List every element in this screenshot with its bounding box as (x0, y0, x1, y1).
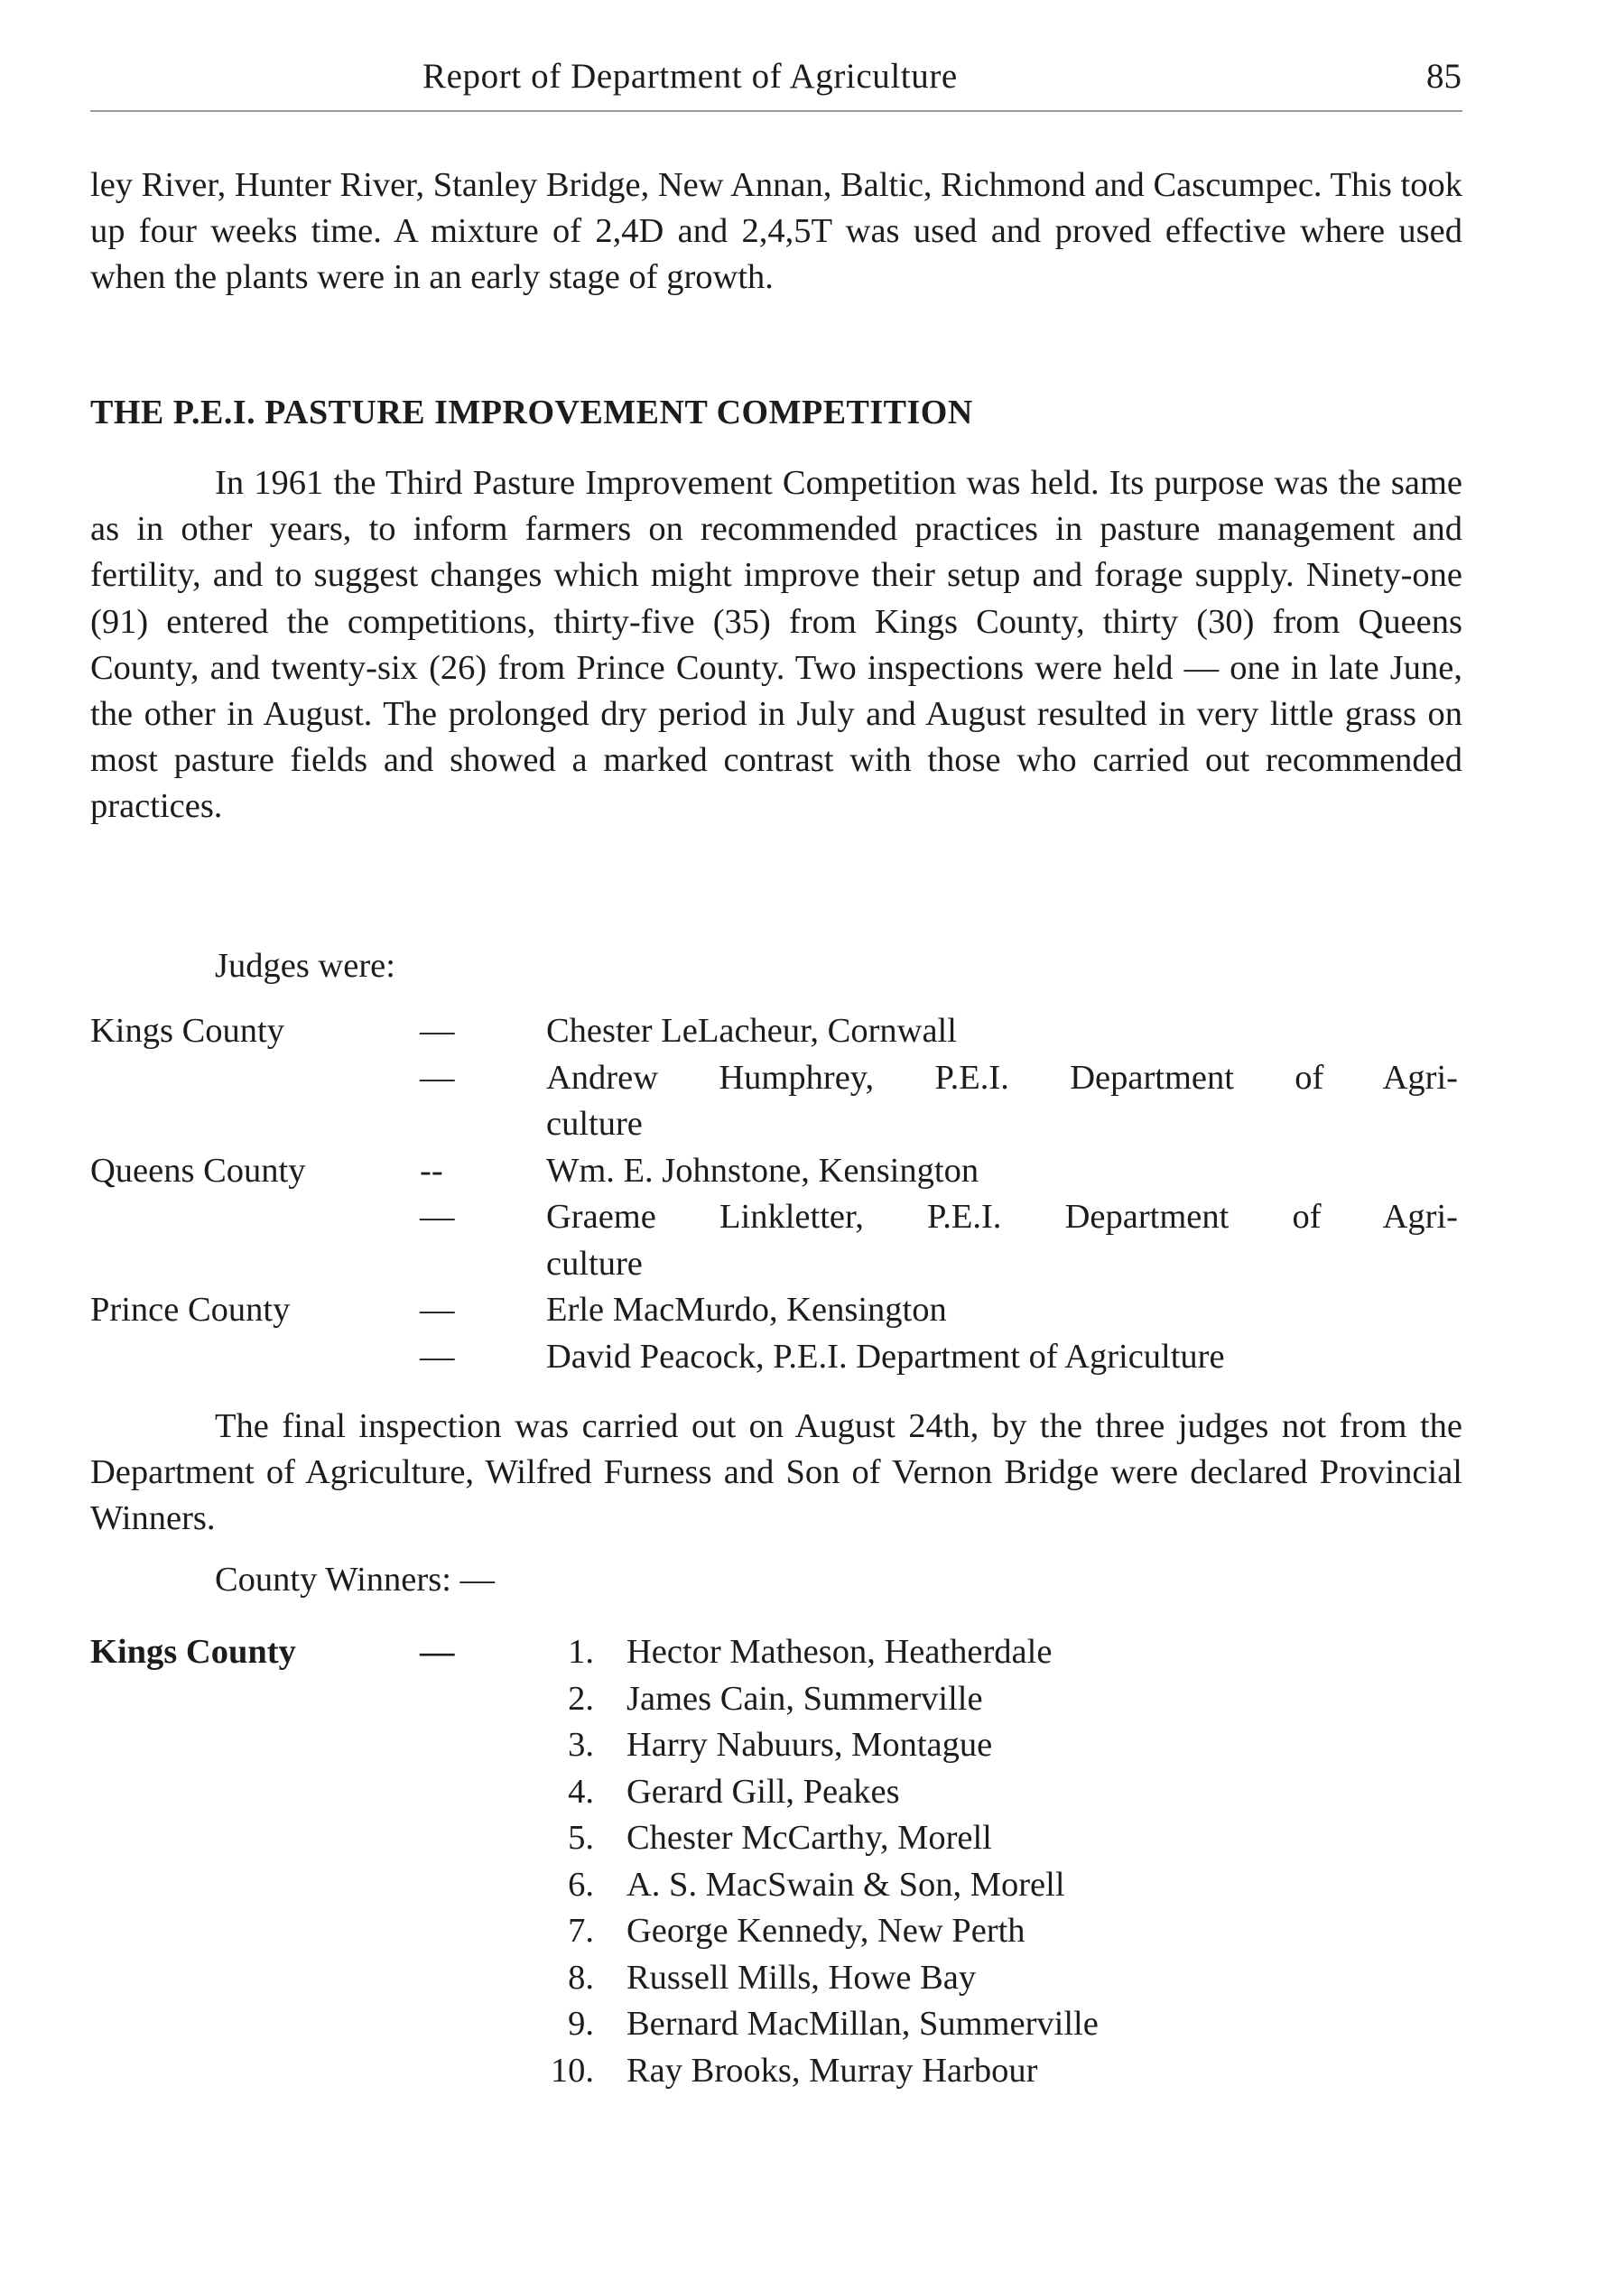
winner-name: George Kennedy, New Perth (626, 1912, 1025, 1950)
winners-county: Kings County (90, 1633, 296, 1671)
running-header (0, 56, 1624, 107)
winner-number: 6. (568, 1865, 594, 1904)
judge-row (90, 1337, 1462, 1384)
running-title: Report of Department of Agriculture (422, 57, 958, 96)
winners-intro: County Winners: — (215, 1561, 496, 1599)
judge-name-continued: culture (546, 1244, 643, 1283)
judge-dash: — (420, 1198, 455, 1236)
judge-name: Chester LeLacheur, Cornwall (546, 1012, 957, 1050)
judge-dash: — (420, 1337, 455, 1376)
paragraph-continued: ley River, Hunter River, Stanley Bridge, New Annan, Baltic, Richmond and Cascumpec. This took up four weeks time. A mixture of 2,4D and 2,4,5T was used and proved effective where used when the plants were in an early stage of growth. (90, 166, 1462, 297)
winner-name: A. S. MacSwain & Son, Morell (626, 1865, 1065, 1904)
header-rule (90, 110, 1462, 112)
winner-number: 9. (568, 2005, 594, 2043)
winner-number: 3. (568, 1726, 594, 1764)
judge-name: Erle MacMurdo, Kensington (546, 1291, 947, 1329)
judge-name-continued: culture (546, 1105, 643, 1143)
judge-dash: — (420, 1291, 455, 1329)
judge-dash: — (420, 1012, 455, 1050)
judge-row (90, 1290, 1462, 1337)
judge-row-continued (90, 1244, 1462, 1291)
winner-name: Russell Mills, Howe Bay (626, 1958, 977, 1997)
winner-number: 8. (568, 1958, 594, 1997)
winner-number: 2. (568, 1679, 594, 1718)
judge-dash: -- (420, 1151, 443, 1190)
judge-county: Prince County (90, 1291, 291, 1329)
winner-name: James Cain, Summerville (626, 1679, 983, 1718)
winner-number: 1. (568, 1633, 594, 1671)
winners-dash: — (420, 1633, 455, 1671)
judge-dash: — (420, 1058, 455, 1097)
judge-row (90, 1197, 1462, 1244)
judge-row-continued (90, 1104, 1462, 1151)
winner-name: Hector Matheson, Heatherdale (626, 1633, 1053, 1671)
judge-name: Wm. E. Johnstone, Kensington (546, 1151, 979, 1190)
paragraph-competition: In 1961 the Third Pasture Improvement Competition was held. Its purpose was the same as in other years, to inform farmers on recommended practices in pasture management and fertility, and to suggest changes which might improve their setup and forage supply. Ninety-one (91) entered the competitions, thirty-five (35) from Kings County, thirty (30) from Queens County, and twenty-six (26) from Prince County. Two inspections were held — one in late June, the other in August. The prolonged dry period in July and August resulted in very little grass on most pasture fields and showed a marked contrast with those who carried out recommended practices. (90, 464, 1462, 826)
winner-name: Gerard Gill, Peakes (626, 1772, 900, 1811)
judge-row (90, 1151, 1462, 1198)
judge-county: Queens County (90, 1151, 306, 1190)
winner-name: Harry Nabuurs, Montague (626, 1726, 993, 1764)
section-heading: THE P.E.I. PASTURE IMPROVEMENT COMPETITION (90, 394, 973, 431)
judges-list (90, 1011, 1462, 1383)
judge-name: Andrew Humphrey, P.E.I. Department of Agri- (546, 1058, 1458, 1097)
winner-name: Bernard MacMillan, Summerville (626, 2005, 1099, 2043)
page-number: 85 (1426, 57, 1462, 96)
winner-number: 5. (568, 1819, 594, 1857)
winner-number: 10. (550, 2051, 594, 2090)
judge-county: Kings County (90, 1012, 284, 1050)
judge-name: David Peacock, P.E.I. Department of Agriculture (546, 1337, 1225, 1376)
judges-intro: Judges were: (215, 947, 395, 985)
winner-number: 7. (568, 1912, 594, 1950)
judge-name: Graeme Linkletter, P.E.I. Department of Agri- (546, 1198, 1458, 1236)
winner-name: Chester McCarthy, Morell (626, 1819, 992, 1857)
judge-row (90, 1011, 1462, 1058)
judge-row (90, 1058, 1462, 1105)
paragraph-final-inspection: The final inspection was carried out on August 24th, by the three judges not from the Department of Agriculture, Wilfred Furness and Son of Vernon Bridge were declared Provincial Winners. (90, 1407, 1462, 1538)
winner-number: 4. (568, 1772, 594, 1811)
winner-name: Ray Brooks, Murray Harbour (626, 2051, 1038, 2090)
